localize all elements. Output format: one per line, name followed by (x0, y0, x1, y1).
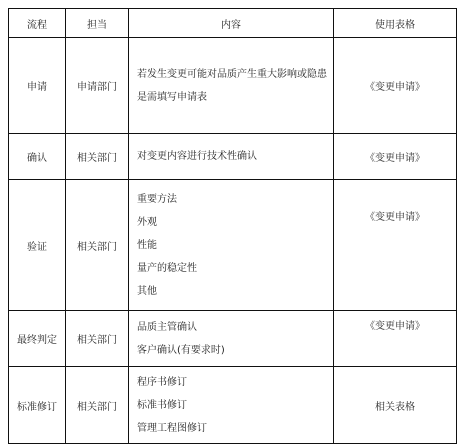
owner-cell: 相关部门 (66, 311, 129, 367)
flow-cell: 申请 (9, 38, 66, 134)
table-row (9, 311, 457, 367)
content-line: 管理工程图修订 (137, 422, 207, 434)
flow-cell: 确认 (9, 134, 66, 180)
flow-cell: 标准修订 (9, 367, 66, 444)
content-line: 客户确认(有要求时) (137, 344, 225, 356)
header-content: 内容 (129, 9, 334, 38)
header-flow: 流程 (9, 9, 66, 38)
table-header-row (9, 9, 457, 38)
table-row (9, 134, 457, 180)
content-line: 外观 (137, 216, 157, 228)
owner-cell: 相关部门 (66, 180, 129, 311)
flow-cell: 验证 (9, 180, 66, 311)
content-line: 重要方法 (137, 193, 177, 205)
content-line: 量产的稳定性 (137, 262, 197, 274)
table-row (9, 367, 457, 444)
table-row (9, 38, 457, 134)
content-line: 其他 (137, 285, 157, 297)
process-table-sheet (8, 8, 456, 442)
content-line: 若发生变更可能对品质产生重大影响或隐患 (137, 68, 327, 80)
content-cell (129, 311, 334, 367)
content-line: 对变更内容进行技术性确认 (137, 151, 257, 162)
content-line: 程序书修订 (137, 376, 187, 388)
table-row (9, 180, 457, 311)
owner-cell: 相关部门 (66, 367, 129, 444)
content-line: 性能 (137, 239, 157, 251)
header-owner: 担当 (66, 9, 129, 38)
form-cell: 《变更申请》 (334, 38, 457, 134)
form-cell: 《变更申请》 (334, 311, 457, 367)
flow-cell: 最终判定 (9, 311, 66, 367)
header-form: 使用表格 (334, 9, 457, 38)
content-cell (129, 367, 334, 444)
content-line: 品质主管确认 (137, 321, 197, 333)
content-cell (129, 134, 334, 180)
content-cell (129, 38, 334, 134)
owner-cell: 相关部门 (66, 134, 129, 180)
content-cell (129, 180, 334, 311)
form-cell: 相关表格 (334, 367, 457, 444)
form-cell: 《变更申请》 (334, 180, 457, 311)
owner-cell: 申请部门 (66, 38, 129, 134)
content-line: 是需填写申请表 (137, 91, 207, 103)
content-line: 标准书修订 (137, 399, 187, 411)
form-cell: 《变更申请》 (334, 134, 457, 180)
change-process-table (8, 8, 457, 444)
